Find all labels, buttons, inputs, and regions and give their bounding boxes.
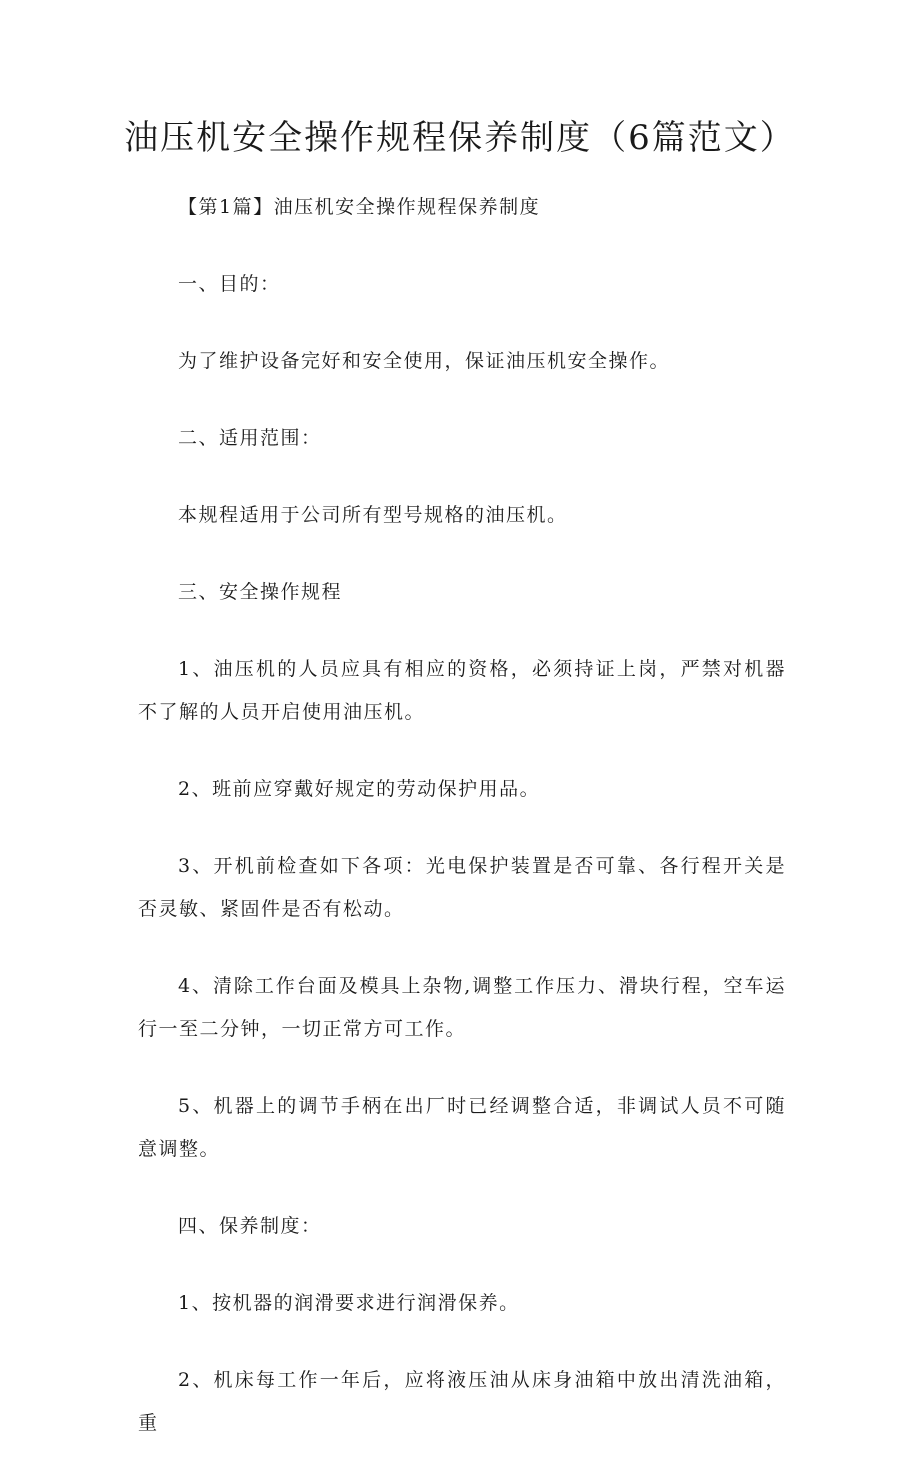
section-heading-maintenance: 四、保养制度： — [178, 1215, 322, 1237]
section-heading-scope: 二、适用范围： — [178, 427, 322, 449]
purpose-text: 为了维护设备完好和安全使用，保证油压机安全操作。 — [178, 350, 671, 372]
document-title: 油压机安全操作规程保养制度（6篇范文） — [124, 118, 796, 158]
safety-rule-5: 5、机器上的调节手柄在出厂时已经调整合适，非调试人员不可随意调整。 — [138, 1095, 786, 1160]
section-heading-safety-rules: 三、安全操作规程 — [178, 581, 343, 603]
document-body — [138, 186, 786, 1479]
safety-rule-1: 1、油压机的人员应具有相应的资格，必须持证上岗，严禁对机器不了解的人员开启使用油压机。 — [138, 658, 786, 723]
section-heading-purpose: 一、目的： — [178, 273, 281, 295]
safety-rule-4: 4、清除工作台面及模具上杂物,调整工作压力、滑块行程，空车运行一至二分钟，一切正常方可工作。 — [138, 975, 786, 1040]
section-heading-part-1: 【第1篇】油压机安全操作规程保养制度 — [178, 196, 541, 218]
safety-rule-2: 2、班前应穿戴好规定的劳动保护用品。 — [178, 778, 541, 800]
safety-rule-3: 3、开机前检查如下各项：光电保护装置是否可靠、各行程开关是否灵敏、紧固件是否有松动。 — [138, 855, 786, 920]
maintenance-rule-2: 2、机床每工作一年后，应将液压油从床身油箱中放出清洗油箱，重 — [138, 1369, 786, 1434]
maintenance-rule-1: 1、按机器的润滑要求进行润滑保养。 — [178, 1292, 520, 1314]
scope-text: 本规程适用于公司所有型号规格的油压机。 — [178, 504, 568, 526]
